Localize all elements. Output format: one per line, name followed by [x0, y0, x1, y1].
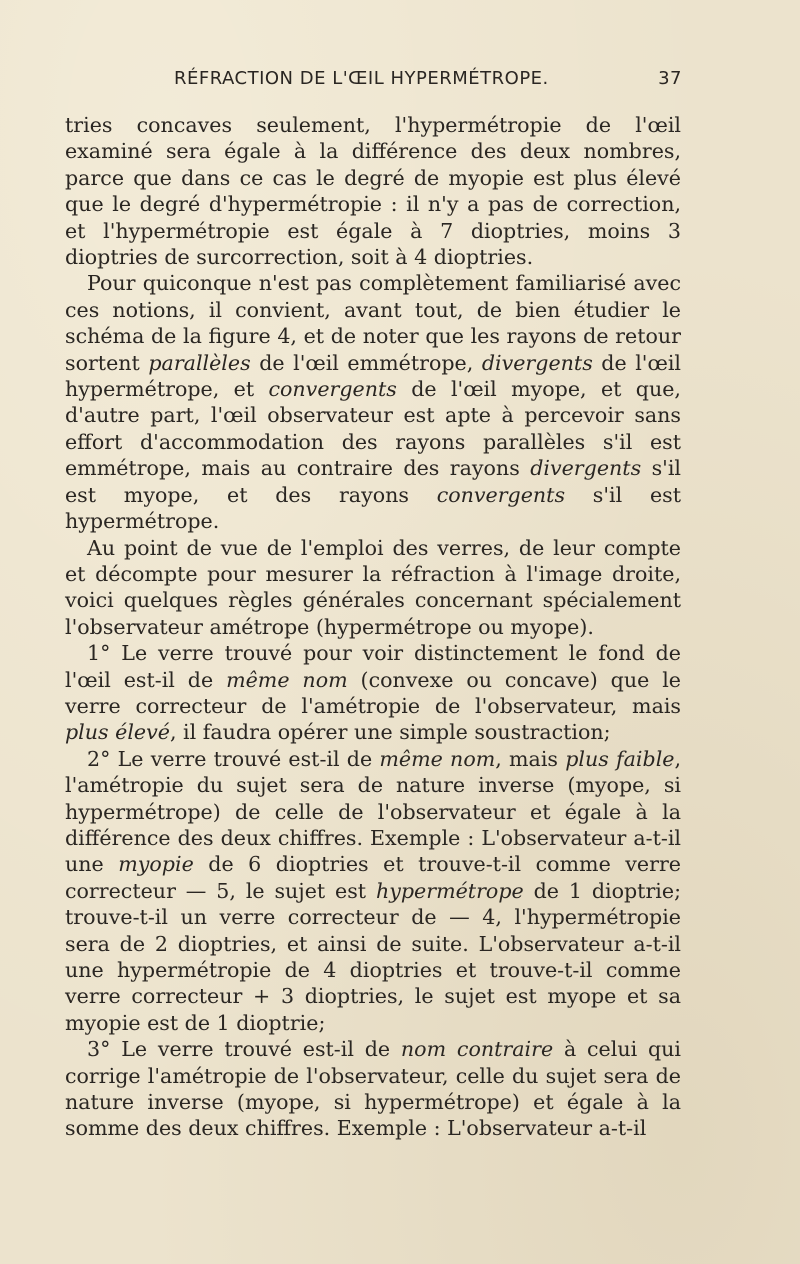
text-segment: 1° Le verre trouvé pour voir distinctement le fond de l'œil est-il de [65, 641, 681, 692]
paragraph [65, 746, 681, 1036]
running-header [174, 68, 682, 98]
page-number: 37 [658, 68, 682, 89]
text-segment: s'il est hypermétrope. [65, 482, 681, 534]
italic-segment: même nom [379, 746, 496, 771]
italic-segment: myopie [118, 852, 194, 877]
paragraph [65, 1036, 681, 1142]
italic-segment: hypermétrope [375, 878, 524, 903]
text-segment: Pour quiconque n'est pas complètement familiarisé avec ces notions, il convient, avant tout, de bien étudier le schéma de la figure 4, et de noter que les rayons de retour sortent [65, 271, 681, 375]
text-segment: (convexe ou concave) que le verre correcteur de l'amétropie de l'observateur, mais [65, 667, 681, 718]
text-segment: de l'œil myope, et que, d'autre part, l'œil observateur est apte à percevoir sans effort d'accommodation des rayons parallèles s'il est emmétrope, mais au contraire des rayons [65, 377, 681, 481]
italic-segment: plus élevé [65, 720, 170, 745]
text-segment: tries concaves seulement, l'hypermétropie de l'œil examiné sera égale à la différence des deux nombres, parce que dans ce cas le degré de myopie est plus élevé que le degré d'hypermétropie : il n'y a pas de correction, et l'hypermétropie est égale à 7 dioptries, moins 3 dioptries de surcorrection, soit à 4 dioptries. [65, 113, 681, 270]
paragraph [65, 270, 681, 534]
italic-segment: parallèles [148, 350, 251, 375]
italic-segment: même nom [226, 667, 348, 692]
italic-segment: divergents [481, 350, 593, 375]
text-segment: de l'œil hypermétrope, et [65, 350, 681, 402]
text-segment: 3° Le verre trouvé est-il de [87, 1037, 401, 1062]
paragraph [65, 112, 681, 270]
text-segment: de l'œil emmétrope, [250, 350, 482, 375]
text-segment: , mais [495, 746, 566, 771]
italic-segment: divergents [530, 456, 642, 481]
text-segment: , il faudra opérer une simple soustraction; [169, 720, 611, 745]
text-segment: Au point de vue de l'emploi des verres, de leur compte et décompte pour mesurer la réfraction à l'image droite, voici quelques règles générales concernant spécialement l'observateur amétrope (hypermétrope ou myope). [65, 535, 681, 639]
text-segment: 2° Le verre trouvé est-il de [87, 746, 380, 771]
italic-segment: convergents [268, 377, 397, 402]
text-segment: s'il est myope, et des rayons [65, 456, 681, 507]
italic-segment: plus faible [565, 746, 675, 771]
italic-segment: convergents [436, 482, 566, 507]
italic-segment: nom contraire [400, 1037, 554, 1062]
text-segment: de 6 dioptries et trouve-t-il comme verre correcteur — 5, le sujet est [65, 852, 681, 903]
running-title: RÉFRACTION DE L'ŒIL HYPERMÉTROPE. [174, 68, 549, 89]
text-segment: de 1 dioptrie; trouve-t-il un verre correcteur de — 4, l'hypermétropie sera de 2 dioptries, et ainsi de suite. L'observateur a-t-il une hypermétropie de 4 dioptries et trouve-t-il comme verre correcteur + 3 dioptries, le sujet est myope et sa myopie est de 1 dioptrie; [65, 878, 682, 1035]
paragraph [65, 640, 681, 746]
paragraph [65, 535, 681, 641]
text-segment: à celui qui corrige l'amétropie de l'observateur, celle du sujet sera de nature inverse (myope, si hypermétrope) et égale à la somme des deux chiffres. Exemple : L'observateur a-t-il [65, 1037, 682, 1141]
text-segment: , l'amétropie du sujet sera de nature inverse (myope, si hypermétrope) de celle de l'observateur et égale à la différence des deux chiffres. Exemple : L'observateur a-t-il une [65, 746, 682, 877]
body-text [65, 112, 681, 1142]
